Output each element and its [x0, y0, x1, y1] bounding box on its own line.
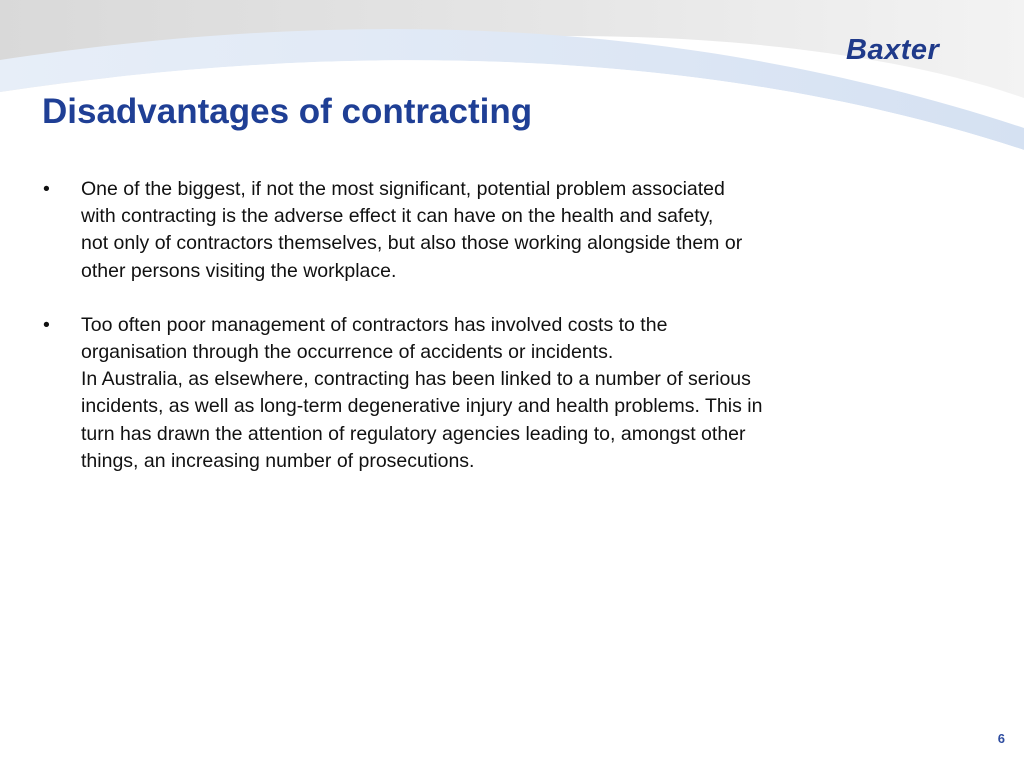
header-swoosh-background	[0, 0, 1024, 160]
bullet-item-health-safety	[42, 176, 902, 285]
bullet-marker: •	[43, 313, 50, 336]
baxter-logo: Baxter	[846, 34, 940, 66]
page-number: 6	[997, 731, 1005, 746]
bullet-text-line: Too often poor management of contractors has involved costs to the	[81, 313, 668, 336]
bullet-text-line: with contracting is the adverse effect it can have on the health and safety,	[81, 205, 714, 228]
bullet-list	[42, 176, 902, 502]
bullet-text-line: incidents, as well as long-term degenerative injury and health problems. This in	[81, 395, 763, 418]
slide-title: Disadvantages of contracting	[42, 92, 533, 131]
bullet-text-line: things, an increasing number of prosecutions.	[81, 449, 475, 472]
bullet-text-line: organisation through the occurrence of accidents or incidents.	[81, 341, 614, 364]
bullet-text-line: In Australia, as elsewhere, contracting has been linked to a number of serious	[81, 368, 751, 391]
bullet-text-line: turn has drawn the attention of regulatory agencies leading to, amongst other	[81, 422, 746, 445]
bullet-item-poor-management	[42, 312, 902, 475]
bullet-marker: •	[43, 178, 50, 200]
bullet-text-line: other persons visiting the workplace.	[81, 259, 397, 282]
bullet-text-line: One of the biggest, if not the most significant, potential problem associated	[81, 178, 725, 200]
bullet-text-line: not only of contractors themselves, but also those working alongside them or	[81, 232, 743, 255]
